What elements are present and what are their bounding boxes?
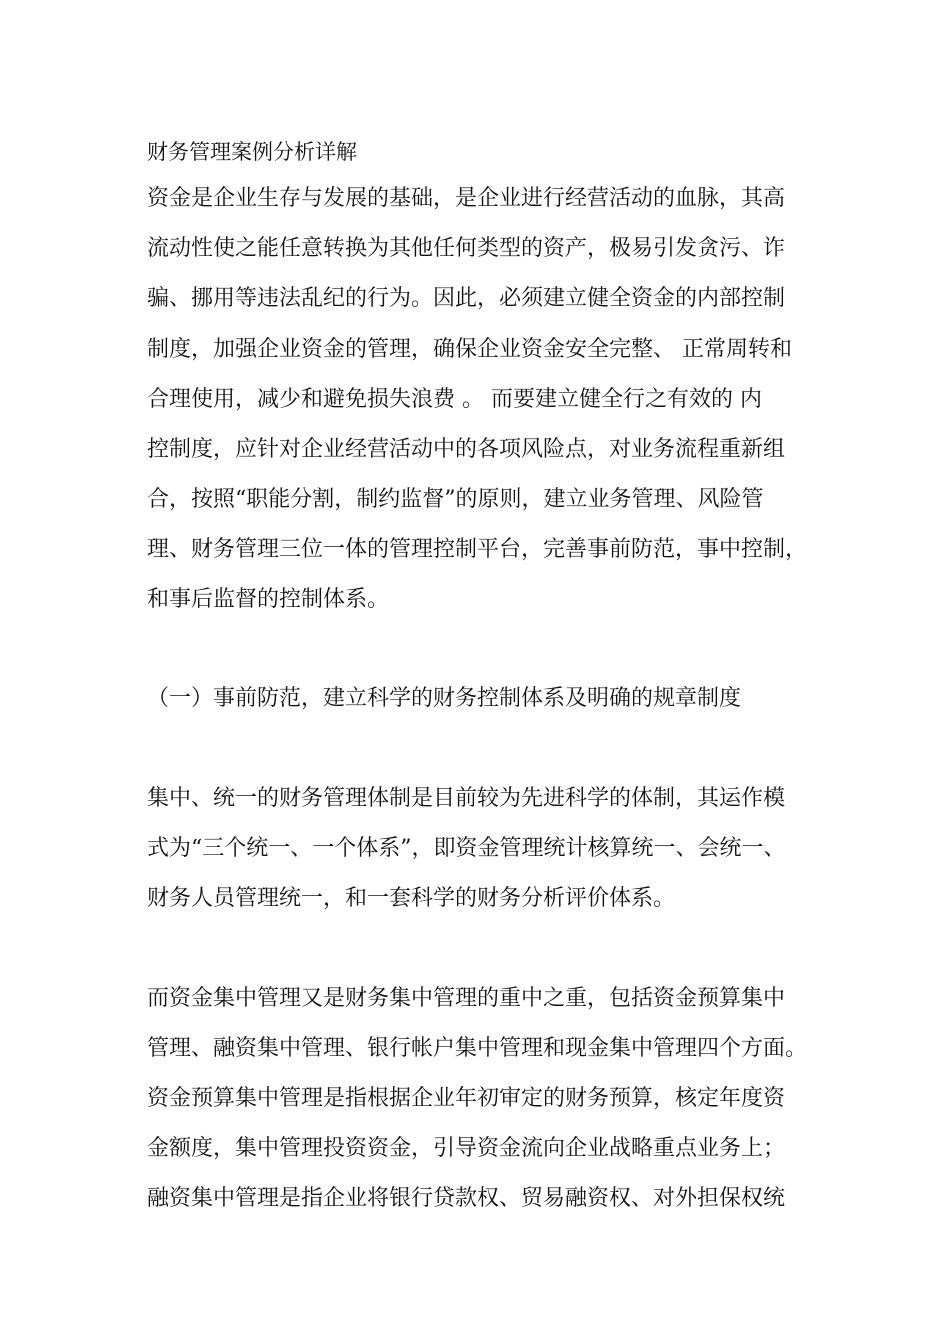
paragraph-line: 资金预算集中管理是指根据企业年初审定的财务预算，核定年度资 bbox=[147, 1086, 786, 1111]
paragraph-line: 融资集中管理是指企业将银行贷款权、贸易融资权、对外担保权统 bbox=[147, 1186, 786, 1211]
paragraph-line: 制度，加强企业资金的管理，确保企业资金安全完整、 正常周转和 bbox=[147, 337, 792, 362]
paragraph-line: 控制度，应针对企业经营活动中的各项风险点，对业务流程重新组 bbox=[147, 437, 786, 462]
paragraph-line: 资金是企业生存与发展的基础，是企业进行经营活动的血脉，其高 bbox=[147, 186, 786, 211]
paragraph-line: 和事后监督的控制体系。 bbox=[147, 587, 390, 612]
paragraph-line: 合，按照“职能分割，制约监督”的原则，建立业务管理、风险管 bbox=[147, 487, 764, 512]
paragraph-line: 理、财务管理三位一体的管理控制平台，完善事前防范，事中控制， bbox=[147, 537, 808, 562]
paragraph-line: 金额度，集中管理投资资金，引导资金流向企业战略重点业务上； bbox=[147, 1136, 786, 1161]
paragraph-line: 合理使用，减少和避免损失浪费 。 而要建立健全行之有效的 内 bbox=[147, 387, 762, 412]
paragraph-line: 式为“三个统一、一个体系”，即资金管理统计核算统一、会统一、 bbox=[147, 836, 786, 861]
paragraph-line: 骗、挪用等违法乱纪的行为。因此，必须建立健全资金的内部控制 bbox=[147, 286, 786, 311]
paragraph-line: 集中、统一的财务管理体制是目前较为先进科学的体制，其运作模 bbox=[147, 786, 786, 811]
paragraph-line: 流动性使之能任意转换为其他任何类型的资产，极易引发贪污、诈 bbox=[147, 236, 786, 261]
document-title: 财务管理案例分析详解 bbox=[147, 140, 357, 164]
paragraph-line: 而资金集中管理又是财务集中管理的重中之重，包括资金预算集中 bbox=[147, 986, 786, 1011]
paragraph-line: 管理、融资集中管理、银行帐户集中管理和现金集中管理四个方面。 bbox=[147, 1036, 808, 1061]
section-heading: （一）事前防范，建立科学的财务控制体系及明确的规章制度 bbox=[147, 686, 742, 711]
paragraph-line: 财务人员管理统一，和一套科学的财务分析评价体系。 bbox=[147, 886, 676, 911]
